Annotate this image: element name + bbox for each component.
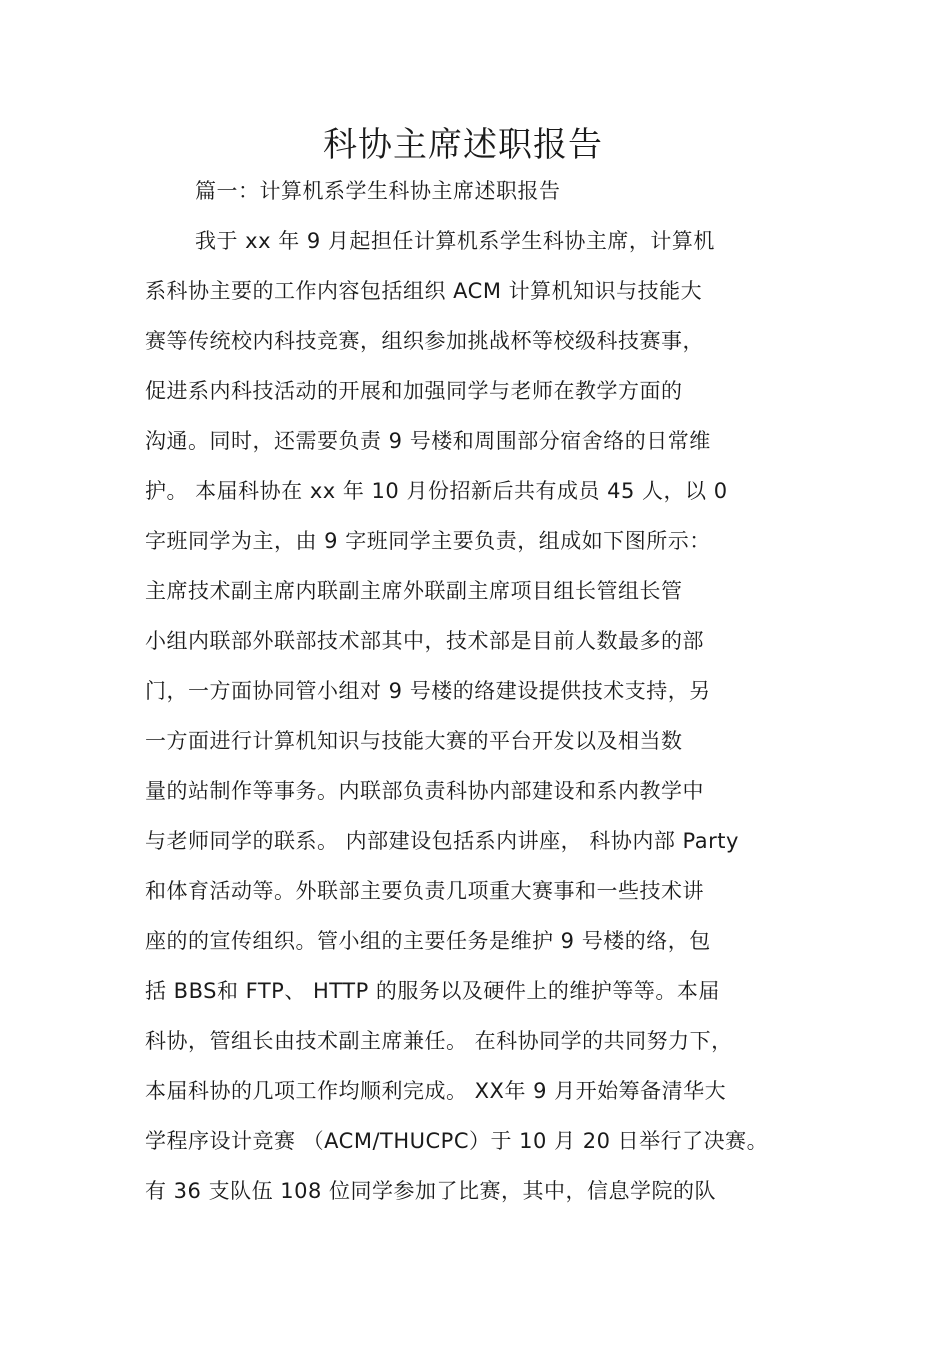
paragraph-line-6: 护。 本届科协在 xx 年 10 月份招新后共有成员 45 人，以 0 xyxy=(145,479,728,503)
paragraph-line-7: 字班同学为主，由 9 字班同学主要负责，组成如下图所示： xyxy=(145,529,711,553)
paragraph-line-20: 有 36 支队伍 108 位同学参加了比赛，其中，信息学院的队 xyxy=(145,1179,717,1203)
paragraph-line-10: 门，一方面协同管小组对 9 号楼的络建设提供技术支持，另 xyxy=(145,679,711,703)
paragraph-line-16: 括 BBS和 FTP、 HTTP 的服务以及硬件上的维护等等。本届 xyxy=(145,979,720,1003)
paragraph-line-9: 小组内联部外联部技术部其中，技术部是目前人数最多的部 xyxy=(145,629,704,653)
paragraph-line-11: 一方面进行计算机知识与技能大赛的平台开发以及相当数 xyxy=(145,729,683,753)
paragraph-line-14: 和体育活动等。外联部主要负责几项重大赛事和一些技术讲 xyxy=(145,879,704,903)
document-title: 科协主席述职报告 xyxy=(323,125,603,165)
paragraph-line-2: 系科协主要的工作内容包括组织 ACM 计算机知识与技能大 xyxy=(145,279,703,303)
paragraph-line-15: 座的的宣传组织。管小组的主要任务是维护 9 号楼的络，包 xyxy=(145,929,711,953)
paragraph-line-4: 促进系内科技活动的开展和加强同学与老师在教学方面的 xyxy=(145,379,683,403)
paragraph-line-3: 赛等传统校内科技竞赛，组织参加挑战杯等校级科技赛事， xyxy=(145,329,704,353)
paragraph-line-1: 我于 xx 年 9 月起担任计算机系学生科协主席，计算机 xyxy=(195,229,715,253)
paragraph-line-17: 科协，管组长由技术副主席兼任。 在科协同学的共同努力下， xyxy=(145,1029,733,1053)
paragraph-line-8: 主席技术副主席内联副主席外联副主席项目组长管组长管 xyxy=(145,579,683,603)
paragraph-line-12: 量的站制作等事务。内联部负责科协内部建设和系内教学中 xyxy=(145,779,704,803)
subtitle: 篇一：计算机系学生科协主席述职报告 xyxy=(195,179,561,203)
paragraph-line-18: 本届科协的几项工作均顺利完成。 XX年 9 月开始筹备清华大 xyxy=(145,1079,727,1103)
paragraph-line-5: 沟通。同时，还需要负责 9 号楼和周围部分宿舍络的日常维 xyxy=(145,429,711,453)
paragraph-line-19: 学程序设计竞赛 （ACM/THUCPC）于 10 月 20 日举行了决赛。 xyxy=(145,1129,769,1153)
paragraph-line-13: 与老师同学的联系。 内部建设包括系内讲座， 科协内部 Party xyxy=(145,829,739,853)
